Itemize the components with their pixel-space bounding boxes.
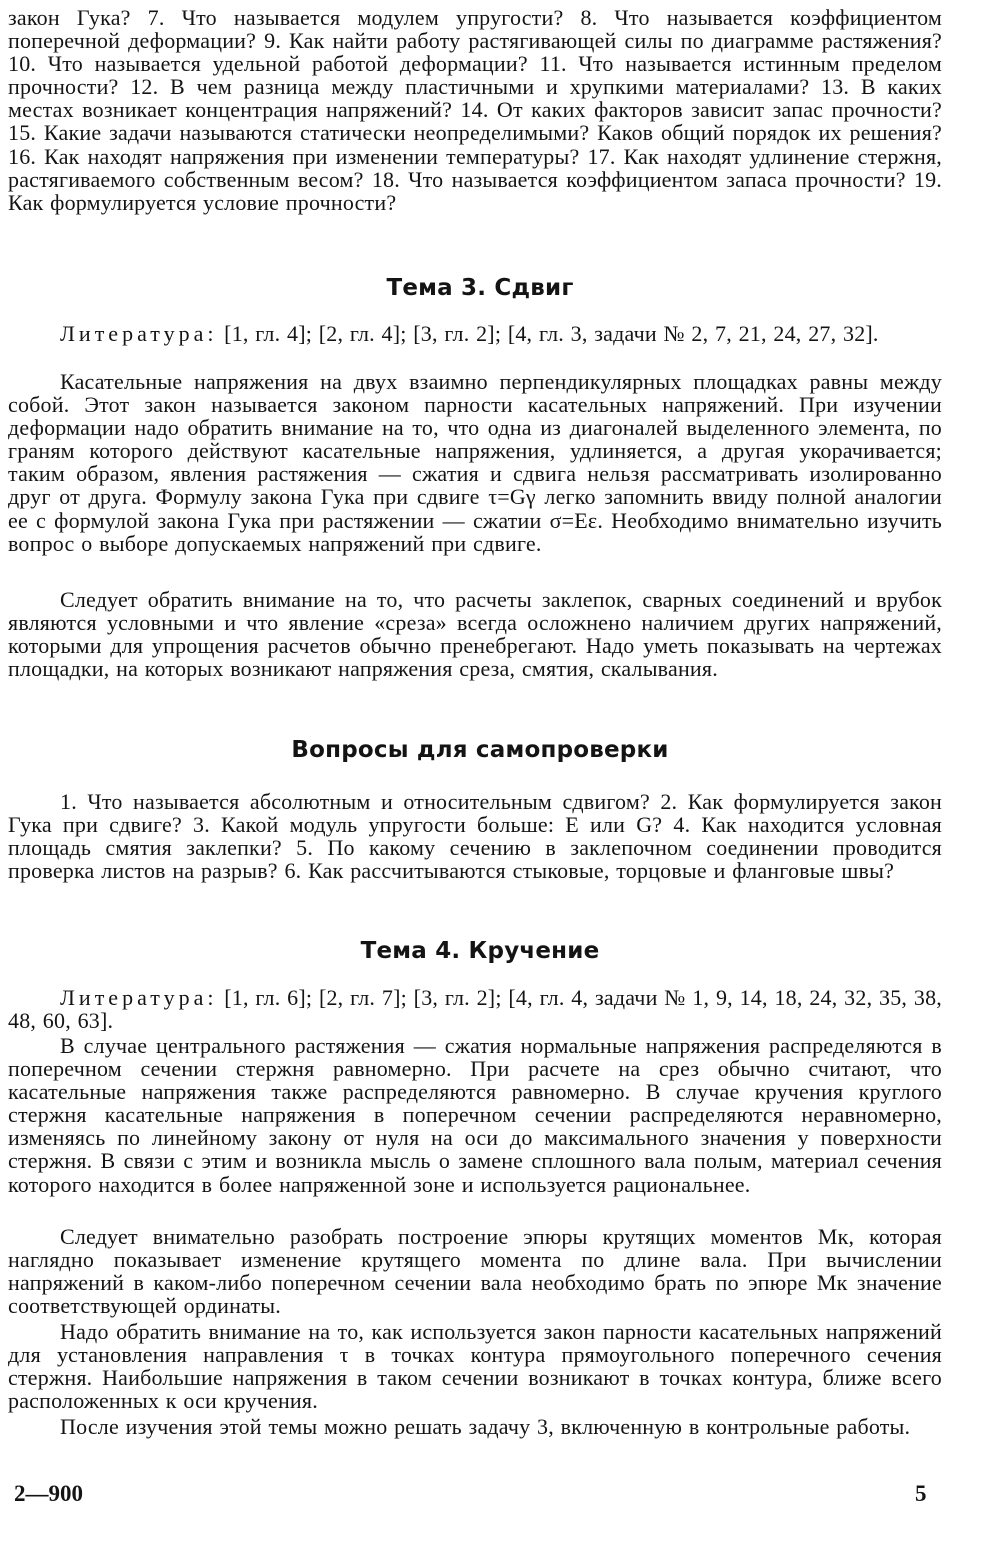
topic4-paragraph-1: В случае центрального растяжения — сжатия нормальные напряжения распределяются в поперечном сечении стержня равномерно. При расчете на срез обычно считают, что касательные напряжения также распределяются равномерно. В случае кручения круглого стержня касательные напряжения в поперечном сечении распределяются неравномерно, изменяясь по линейному закону от нуля на оси до максимального значения у поверхности стержня. В связи с этим и возникла мысль о замене сплошного вала полым, материал сечения которого находится в более напряженной зоне и используется рациональнее.: [8, 1033, 942, 1197]
topic3-paragraph-1: Касательные напряжения на двух взаимно перпендикулярных площадках равны между собой. Этот закон называется законом парности касательных напряжений. При изучении деформации надо обратить внимание на то, что одна из диагоналей выделенного элемента, по граням которого действуют касательные напряжения, удлиняется, а другая укорачивается; таким образом, явления растяжения — сжатия и сдвига нельзя рассматривать изолированно друг от друга. Формулу закона Гука при сдвиге τ=Gγ легко запомнить ввиду полной аналогии ее с формулой закона Гука при растяжении — сжатии σ=Eε. Необходимо внимательно изучить вопрос о выборе допускаемых напряжений при сдвиге.: [8, 369, 942, 556]
topic3-title: Тема 3. Сдвиг: [386, 275, 574, 301]
topic3-literature-refs: [1, гл. 4]; [2, гл. 4]; [3, гл. 2]; [4, гл. 3, задачи № 2, 7, 21, 24, 27, 32].: [217, 321, 879, 346]
topic4-literature-refs: [1, гл. 6]; [2, гл. 7]; [3, гл. 2]; [4, гл. 4, задачи № 1, 9, 14, 18, 24, 32, 35, 38, 48, 60, 63].: [8, 985, 942, 1034]
footer-signature: 2—900: [14, 1481, 83, 1506]
topic3-literature-label: Литература:: [60, 321, 218, 346]
page-number: 5: [915, 1481, 927, 1506]
topic4-paragraph-2: Следует внимательно разобрать построение эпюры крутящих моментов Mк, которая наглядно показывает изменение крутящего момента по длине вала. При вычислении напряжений в каком-либо поперечном сечении вала необходимо брать по эпюре Mк значение соответствующей ординаты.: [8, 1224, 942, 1319]
topic4-literature-label: Литература:: [60, 985, 218, 1010]
topic4-paragraph-3: Надо обратить внимание на то, как используется закон парности касательных напряжений для установления направления τ в точках контура прямоугольного поперечного сечения стержня. Наибольшие напряжения в таком сечении возникают в точках контура, ближе всего расположенных к оси кручения.: [8, 1319, 942, 1414]
topic4-paragraph-4: После изучения этой темы можно решать задачу 3, включенную в контрольные работы.: [60, 1414, 911, 1439]
topic4-title: Тема 4. Кручение: [360, 938, 600, 964]
selfcheck-title: Вопросы для самопроверки: [291, 737, 669, 763]
topic3-paragraph-2: Следует обратить внимание на то, что расчеты заклепок, сварных соединений и врубок являются условными и что явление «среза» всегда осложнено наличием других напряжений, которыми для упрощения расчетов обычно пренебрегают. Надо уметь показывать на чертежах площадки, на которых возникают напряжения среза, смятия, скалывания.: [8, 587, 942, 682]
selfcheck-questions: 1. Что называется абсолютным и относительным сдвигом? 2. Как формулируется закон Гука при сдвиге? 3. Какой модуль упругости больше: E или G? 4. Как находится условная площадь смятия заклепки? 5. По какому сечению в заклепочном соединении проводится проверка листов на разрыв? 6. Как рассчитываются стыковые, торцовые и фланговые швы?: [8, 789, 942, 884]
topic4-literature: [8, 986, 942, 1032]
top-paragraph: закон Гука? 7. Что называется модулем упругости? 8. Что называется коэффициентом поперечной деформации? 9. Как найти работу растягивающей силы по диаграмме растяжения? 10. Что называется удельной работой деформации? 11. Что называется истинным пределом прочности? 12. В чем разница между пластичными и хрупкими материалами? 13. В каких местах возникает концентрация напряжений? 14. От каких факторов зависит запас прочности? 15. Какие задачи называются статически неопределимыми? Каков общий порядок их решения? 16. Как находят напряжения при изменении температуры? 17. Как находят удлинение стержня, растягиваемого собственным весом? 18. Что называется коэффициентом запаса прочности? 19. Как формулируется условие прочности?: [8, 5, 942, 215]
topic3-literature: [8, 322, 942, 345]
